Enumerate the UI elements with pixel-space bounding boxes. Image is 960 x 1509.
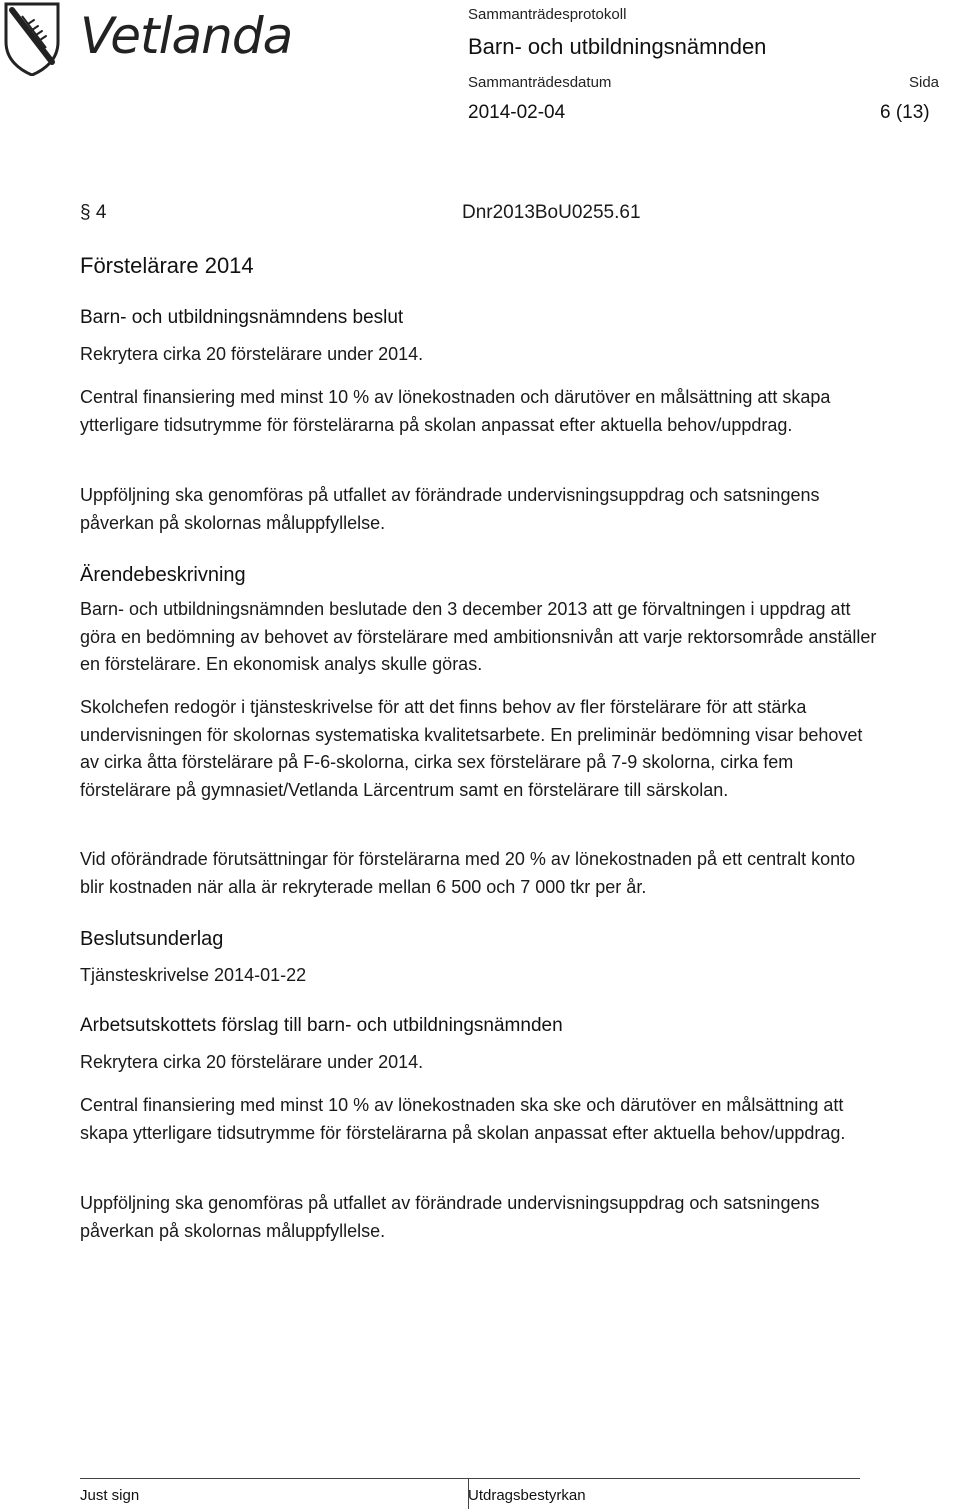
proposal-paragraph-1: Rekrytera cirka 20 förstelärare under 2014. bbox=[80, 1052, 424, 1072]
description-paragraph-2: Skolchefen redogör i tjänsteskrivelse för att det finns behov av fler förstelärare för att stärka undervisningen för skolornas systematiska kvalitetsarbete. En preliminär bedömning visar behovet av cirka åtta förstelärare på F-6-skolorna, cirka sex förstelärare på 7-9 skolorna, cirka fem förstelärare på gymnasiet/Vetlanda Lärcentrum samt en förstelärare till särskolan. bbox=[80, 697, 863, 800]
proposal-paragraph-3: Uppföljning ska genomföras på utfallet av förändrade undervisningsuppdrag och satsningens påverkan på skolornas måluppfyllelse. bbox=[80, 1193, 820, 1241]
decision-paragraph-3: Uppföljning ska genomföras på utfallet av förändrade undervisningsuppdrag och satsningens påverkan på skolornas måluppfyllelse. bbox=[80, 485, 820, 533]
description-heading: Ärendebeskrivning bbox=[80, 564, 246, 586]
page-label: Sida bbox=[909, 74, 940, 91]
crest-icon bbox=[2, 2, 62, 76]
logo-text: Vetlanda bbox=[80, 7, 293, 65]
section-number bbox=[80, 199, 106, 227]
signature-footer bbox=[80, 1478, 860, 1509]
decision-paragraph-1: Rekrytera cirka 20 förstelärare under 2014. bbox=[80, 344, 424, 364]
description-paragraph-1: Barn- och utbildningsnämnden beslutade den 3 december 2013 att ge förvaltningen i uppdrag att göra en bedömning av behovet av förstelärare med ambitionsnivån att varje rektorsområde anställer en förstelärare. En ekonomisk analys skulle göras. bbox=[80, 599, 877, 674]
extract-label: Utdragsbestyrkan bbox=[468, 1487, 586, 1504]
item-title: Förstelärare 2014 bbox=[80, 253, 254, 278]
basis-item: Tjänsteskrivelse 2014-01-22 bbox=[80, 965, 307, 985]
meeting-date: 2014-02-04 bbox=[468, 102, 566, 123]
protocol-label: Sammanträdesprotokoll bbox=[468, 6, 627, 23]
proposal-heading: Arbetsutskottets förslag till barn- och utbildningsnämnden bbox=[80, 1015, 563, 1036]
section-mark: § bbox=[80, 202, 91, 223]
decision-heading: Barn- och utbildningsnämndens beslut bbox=[80, 307, 404, 328]
decision-paragraph-2: Central finansiering med minst 10 % av lönekostnaden och därutöver en målsättning att skapa ytterligare tidsutrymme för förstelärarna på skolan anpassat efter aktuella behov/uppdrag. bbox=[80, 387, 831, 435]
board-name: Barn- och utbildningsnämnden bbox=[468, 34, 767, 59]
sign-label: Just sign bbox=[80, 1487, 140, 1504]
basis-heading: Beslutsunderlag bbox=[80, 928, 224, 950]
meeting-date-label: Sammanträdesdatum bbox=[468, 74, 612, 91]
page-number: 6 (13) bbox=[880, 102, 930, 123]
description-paragraph-3: Vid oförändrade förutsättningar för förstelärarna med 20 % av lönekostnaden på ett centralt konto blir kostnaden när alla är rekryterade mellan 6 500 och 7 000 tkr per år. bbox=[80, 849, 856, 897]
proposal-paragraph-2: Central finansiering med minst 10 % av lönekostnaden ska ske och därutöver en målsättning att skapa ytterligare tidsutrymme för förstelärarna på skolan anpassat efter aktuella behov/uppdrag. bbox=[80, 1095, 846, 1143]
item-number: 4 bbox=[95, 202, 107, 223]
dnr-number: Dnr2013BoU0255.61 bbox=[462, 202, 641, 223]
